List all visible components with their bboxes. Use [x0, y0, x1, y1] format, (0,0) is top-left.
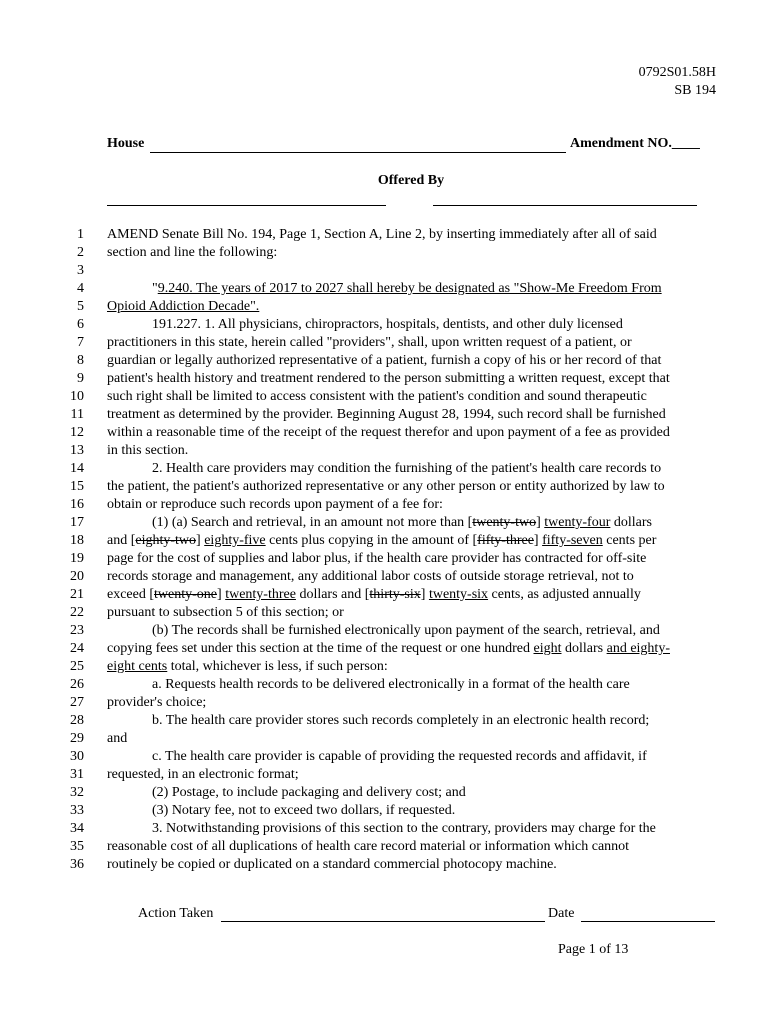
text-line [0, 334, 770, 352]
text-segment: requested, in an electronic format; [107, 767, 299, 782]
text-line [0, 226, 770, 244]
line-text [107, 604, 717, 622]
house-label: House [107, 136, 145, 151]
added-text: twenty-three [225, 587, 296, 602]
text-line [0, 370, 770, 388]
added-text: 9.240. The years of 2017 to 2027 shall hereby be designated as "Show-Me Freedom From [157, 281, 662, 296]
text-segment: b. The health care provider stores such records completely in an electronic health record; [152, 713, 650, 728]
text-segment: and [ [107, 533, 136, 548]
deleted-text: fifty-three [477, 533, 534, 548]
text-line [0, 532, 770, 550]
text-segment: dollars [610, 515, 652, 530]
text-line [0, 442, 770, 460]
text-segment: pursuant to subsection 5 of this section; or [107, 605, 344, 620]
deleted-text: thirty-six [369, 587, 421, 602]
offered-by-line-right [433, 205, 697, 206]
added-text: and eighty- [606, 641, 670, 656]
line-number: 20 [70, 569, 84, 584]
line-text [107, 514, 762, 532]
line-number: 2 [77, 245, 84, 260]
line-number: 4 [77, 281, 84, 296]
line-number: 1 [77, 227, 84, 242]
offered-by-line-left [107, 205, 386, 206]
text-segment: page for the cost of supplies and labor plus, if the health care provider has contracted for off-site [107, 551, 647, 566]
text-segment: and [107, 731, 128, 746]
added-text: twenty-four [544, 515, 611, 530]
added-text: eighty-five [204, 533, 266, 548]
line-number: 5 [77, 299, 84, 314]
text-segment: (3) Notary fee, not to exceed two dollars, if requested. [152, 803, 456, 818]
text-segment: the patient, the patient's authorized representative or any other person or entity authorized by law to [107, 479, 665, 494]
text-line [0, 478, 770, 496]
line-number: 31 [70, 767, 84, 782]
text-line [0, 460, 770, 478]
line-text [107, 406, 717, 424]
text-segment: in this section. [107, 443, 189, 458]
text-segment: " [152, 281, 158, 296]
line-number: 8 [77, 353, 84, 368]
text-segment: dollars [561, 641, 607, 656]
line-text [107, 586, 717, 604]
text-segment: patient's health history and treatment rendered to the person submitting a written request, except that [107, 371, 670, 386]
line-number: 15 [70, 479, 84, 494]
line-text [107, 226, 717, 244]
text-line [0, 604, 770, 622]
line-number: 25 [70, 659, 84, 674]
text-segment: provider's choice; [107, 695, 207, 710]
line-text [107, 550, 717, 568]
text-line [0, 514, 770, 532]
text-segment: AMEND Senate Bill No. 194, Page 1, Section A, Line 2, by inserting immediately after all of said [107, 227, 657, 242]
date-label: Date [548, 906, 575, 921]
text-segment: practitioners in this state, herein called "providers", shall, upon written request of a patient, or [107, 335, 632, 350]
text-segment: ] [217, 587, 226, 602]
deleted-text: eighty-two [135, 533, 197, 548]
line-text [107, 820, 762, 838]
added-text: eight cents [107, 659, 168, 674]
line-text [107, 658, 717, 676]
line-text [107, 532, 717, 550]
added-text: eight [533, 641, 562, 656]
line-number: 30 [70, 749, 84, 764]
text-segment: routinely be copied or duplicated on a standard commercial photocopy machine. [107, 857, 557, 872]
line-text [107, 568, 717, 586]
page-number: Page 1 of 13 [558, 942, 629, 957]
line-text [107, 316, 762, 334]
text-line [0, 622, 770, 640]
line-text [107, 766, 717, 784]
line-number: 11 [70, 407, 84, 422]
line-text [107, 478, 717, 496]
text-segment: dollars and [ [295, 587, 370, 602]
text-segment: guardian or legally authorized representative of a patient, furnish a copy of his or her record of that [107, 353, 662, 368]
line-text [107, 244, 717, 262]
line-number: 34 [70, 821, 84, 836]
line-text [107, 712, 762, 730]
line-number: 35 [70, 839, 84, 854]
text-segment: ] [420, 587, 429, 602]
text-segment: cents per [602, 533, 657, 548]
text-segment: obtain or reproduce such records upon payment of a fee for: [107, 497, 443, 512]
text-line [0, 298, 770, 316]
text-segment: 191.227. 1. All physicians, chiropractors, hospitals, dentists, and other duly licensed [152, 317, 623, 332]
text-line [0, 640, 770, 658]
line-number: 29 [70, 731, 84, 746]
bill-number: SB 194 [674, 83, 716, 98]
line-text [107, 694, 717, 712]
text-line [0, 820, 770, 838]
added-text: fifty-seven [542, 533, 603, 548]
line-number: 18 [70, 533, 84, 548]
text-line [0, 766, 770, 784]
text-line [0, 784, 770, 802]
line-number: 26 [70, 677, 84, 692]
line-number: 32 [70, 785, 84, 800]
line-number: 13 [70, 443, 84, 458]
line-text [107, 352, 717, 370]
line-number: 27 [70, 695, 84, 710]
text-segment: (b) The records shall be furnished electronically upon payment of the search, retrieval, and [152, 623, 660, 638]
text-segment: within a reasonable time of the receipt of the request therefor and upon payment of a fee as provided [107, 425, 670, 440]
text-segment: copying fees set under this section at the time of the request or one hundred [107, 641, 534, 656]
line-text [107, 622, 762, 640]
document-id: 0792S01.58H [638, 65, 716, 80]
text-line [0, 568, 770, 586]
line-text [107, 334, 717, 352]
line-number: 33 [70, 803, 84, 818]
text-segment: section and line the following: [107, 245, 278, 260]
text-line [0, 424, 770, 442]
house-blank-line [150, 152, 566, 153]
line-number: 16 [70, 497, 84, 512]
line-text [107, 856, 717, 874]
line-number: 7 [77, 335, 84, 350]
added-text: twenty-six [428, 587, 489, 602]
line-text [107, 442, 717, 460]
line-text [107, 460, 762, 478]
text-line [0, 802, 770, 820]
line-number: 12 [70, 425, 84, 440]
line-text [107, 370, 717, 388]
date-line [581, 921, 715, 922]
text-line [0, 856, 770, 874]
line-number: 6 [77, 317, 84, 332]
text-line [0, 244, 770, 262]
text-line [0, 550, 770, 568]
text-segment: ] [536, 515, 545, 530]
text-segment: ] [196, 533, 205, 548]
text-line [0, 658, 770, 676]
text-line [0, 712, 770, 730]
action-taken-line [221, 921, 545, 922]
text-segment: a. Requests health records to be delivered electronically in a format of the health care [152, 677, 630, 692]
text-line [0, 406, 770, 424]
text-line [0, 280, 770, 298]
line-number: 28 [70, 713, 84, 728]
line-text [107, 388, 717, 406]
added-text: Opioid Addiction Decade". [107, 299, 260, 314]
text-line [0, 316, 770, 334]
text-line [0, 748, 770, 766]
text-line [0, 352, 770, 370]
line-text [107, 424, 717, 442]
line-text [107, 748, 762, 766]
text-line [0, 694, 770, 712]
text-segment: cents, as adjusted annually [488, 587, 641, 602]
text-segment: (2) Postage, to include packaging and delivery cost; and [152, 785, 466, 800]
text-segment: treatment as determined by the provider. Beginning August 28, 1994, such record shall be furnished [107, 407, 666, 422]
line-number: 21 [70, 587, 84, 602]
action-taken-label: Action Taken [138, 906, 214, 921]
text-line [0, 730, 770, 748]
text-segment: c. The health care provider is capable of providing the requested records and affidavit, if [152, 749, 647, 764]
line-text [107, 676, 762, 694]
line-number: 9 [77, 371, 84, 386]
line-text [107, 640, 717, 658]
line-text [107, 802, 762, 820]
offered-by-label: Offered By [377, 173, 445, 188]
line-number: 14 [70, 461, 84, 476]
line-text [107, 496, 717, 514]
text-line [0, 676, 770, 694]
line-number: 19 [70, 551, 84, 566]
text-segment: reasonable cost of all duplications of health care record material or information which cannot [107, 839, 630, 854]
line-number: 22 [70, 605, 84, 620]
line-text [107, 280, 762, 298]
line-number: 10 [70, 389, 84, 404]
amendment-number-label: Amendment NO.____ [570, 136, 700, 151]
line-text [107, 730, 717, 748]
deleted-text: twenty-two [472, 515, 537, 530]
deleted-text: twenty-one [154, 587, 218, 602]
line-number: 3 [77, 263, 84, 278]
text-segment: such right shall be limited to access consistent with the patient's condition and sound therapeutic [107, 389, 647, 404]
text-line [0, 262, 770, 280]
text-segment: total, whichever is less, if such person: [167, 659, 388, 674]
line-number: 36 [70, 857, 84, 872]
line-text [107, 784, 762, 802]
text-line [0, 838, 770, 856]
text-segment: cents plus copying in the amount of [ [265, 533, 478, 548]
text-segment: records storage and management, any additional labor costs of outside storage retrieval, not to [107, 569, 634, 584]
text-line [0, 388, 770, 406]
text-segment: 3. Notwithstanding provisions of this section to the contrary, providers may charge for the [152, 821, 656, 836]
line-number: 24 [70, 641, 84, 656]
line-text [107, 838, 717, 856]
line-number: 17 [70, 515, 84, 530]
text-segment: 2. Health care providers may condition the furnishing of the patient's health care records to [152, 461, 662, 476]
line-text [107, 298, 717, 316]
amendment-text [0, 226, 770, 874]
text-segment: exceed [ [107, 587, 155, 602]
text-segment: ] [533, 533, 543, 548]
line-number: 23 [70, 623, 84, 638]
text-segment: (1) (a) Search and retrieval, in an amount not more than [ [152, 515, 473, 530]
text-line [0, 586, 770, 604]
text-line [0, 496, 770, 514]
